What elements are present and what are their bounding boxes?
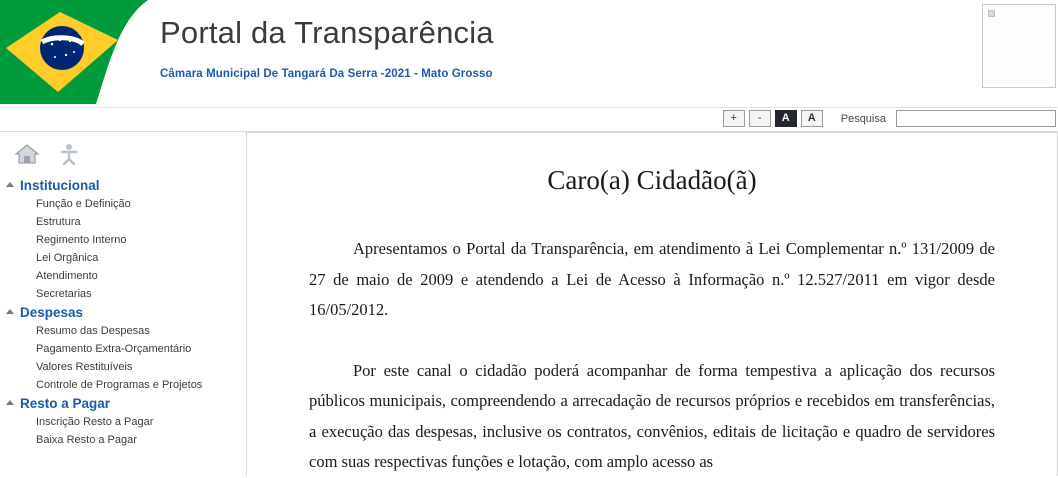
header-title-block bbox=[160, 16, 494, 80]
sidebar-item-regimento-interno[interactable]: Regimento Interno bbox=[36, 234, 127, 246]
increase-font-button[interactable]: + bbox=[723, 110, 745, 127]
search-label: Pesquisa bbox=[840, 112, 886, 125]
sidebar-item-baixa-resto-pagar[interactable]: Baixa Resto a Pagar bbox=[36, 434, 137, 446]
content-area bbox=[244, 132, 1058, 476]
toolbar-controls bbox=[723, 108, 1058, 127]
accessibility-icon[interactable] bbox=[56, 142, 82, 166]
sidebar-item-secretarias[interactable]: Secretarias bbox=[36, 288, 92, 300]
sidebar-group-resto-a-pagar[interactable] bbox=[0, 394, 244, 413]
sidebar-item-inscricao-resto-pagar[interactable]: Inscrição Resto a Pagar bbox=[36, 416, 154, 428]
page-title: Portal da Transparência bbox=[160, 15, 494, 50]
header-image-placeholder bbox=[982, 4, 1056, 88]
chevron-up-icon bbox=[6, 400, 14, 405]
sidebar-item-estrutura[interactable]: Estrutura bbox=[36, 216, 81, 228]
sidebar-group-label: Despesas bbox=[20, 305, 84, 320]
sidebar-item-pagamento-extra-orcamentario[interactable]: Pagamento Extra-Orçamentário bbox=[36, 343, 192, 355]
content-card bbox=[246, 132, 1058, 476]
page-body bbox=[0, 132, 1058, 476]
sidebar-item-lei-organica[interactable]: Lei Orgânica bbox=[36, 252, 99, 264]
sidebar-group-despesas[interactable] bbox=[0, 303, 244, 322]
sidebar-item-valores-restituiveis[interactable]: Valores Restituíveis bbox=[36, 361, 133, 373]
sidebar-group-label: Resto a Pagar bbox=[20, 396, 111, 411]
broken-image-icon bbox=[988, 10, 995, 17]
sidebar-icon-bar bbox=[0, 138, 244, 176]
search-input[interactable] bbox=[896, 110, 1056, 127]
sidebar-item-controle-programas-projetos[interactable]: Controle de Programas e Projetos bbox=[36, 379, 203, 391]
sidebar-item-funcao-definicao[interactable]: Função e Definição bbox=[36, 198, 131, 210]
home-icon[interactable] bbox=[14, 142, 40, 166]
content-paragraph-2: Por este canal o cidadão poderá acompanhar de forma tempestiva a aplicação dos recursos públicos municipais, compreendendo a arrecadação de recursos próprios e recebidos em transferências, a execução das despesas, inclusive os contratos, convênios, editais de licitação e quadro de servidores com suas respectivas funções e lotação, com amplo acesso as bbox=[309, 360, 995, 472]
sidebar bbox=[0, 132, 244, 476]
sidebar-item-atendimento[interactable]: Atendimento bbox=[36, 270, 98, 282]
sidebar-item-resumo-despesas[interactable]: Resumo das Despesas bbox=[36, 325, 150, 337]
sidebar-group-label: Institucional bbox=[20, 178, 100, 193]
brazil-flag-icon bbox=[0, 0, 148, 104]
normal-contrast-button[interactable]: A bbox=[801, 110, 823, 127]
decrease-font-button[interactable]: - bbox=[749, 110, 771, 127]
content-heading: Caro(a) Cidadão(ã) bbox=[547, 165, 757, 195]
page-subtitle: Câmara Municipal De Tangará Da Serra -2021 - Mato Grosso bbox=[160, 68, 493, 81]
chevron-up-icon bbox=[6, 182, 14, 187]
sidebar-group-institucional[interactable] bbox=[0, 176, 244, 195]
content-paragraph-1: Apresentamos o Portal da Transparência, em atendimento à Lei Complementar n.º 131/2009 de 27 de maio de 2009 e atendendo a Lei de Acesso à Informação n.º 12.527/2011 em vigor desde 16/05/2012. bbox=[309, 239, 995, 320]
chevron-up-icon bbox=[6, 309, 14, 314]
page-header bbox=[0, 0, 1058, 108]
accessibility-toolbar bbox=[0, 108, 1058, 132]
high-contrast-button[interactable]: A bbox=[775, 110, 797, 127]
